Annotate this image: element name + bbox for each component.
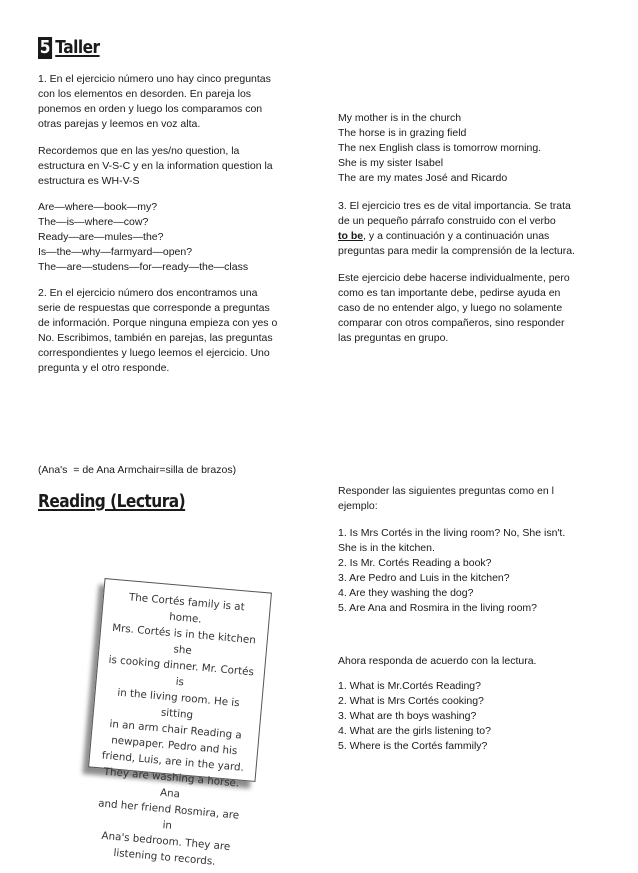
answer-sentences-list: My mother is in the church The horse is in grazing field The nex English class is tomorrow morning. She is my sister Isabel The are my mates José and Ricardo <box>338 112 542 184</box>
structure-reminder-paragraph: Recordemos que en las yes/no question, la estructura en V-S-C y en la information question la estructura es WH-V-S <box>38 145 273 187</box>
exercise1-paragraph: 1. En el ejercicio número uno hay cinco preguntas con los elementos en desorden. En pareja los ponemos en orden y luego los comparamos con otras parejas y leemos en voz alta. <box>38 73 271 130</box>
to-be-emphasis: to be <box>338 230 364 242</box>
exercise3-paragraph <box>338 199 623 259</box>
example-questions-list: 1. Is Mrs Cortés in the living room? No, She isn't. She is in the kitchen. 2. Is Mr. Cortés Reading a book? 3. Are Pedro and Luis in the kitchen? 4. Are they washing the dog? 5. Are Ana and Rosmira in the living room? <box>338 527 566 614</box>
individual-work-paragraph: Este ejercicio debe hacerse individualmente, pero como es tan importante debe, pedirse ayuda en caso de no entender algo, y luego no solamente comparar con otros compañeros, sino responder las preguntas en grupo. <box>338 272 570 344</box>
taller-title: Taller <box>55 38 100 58</box>
exercise3-text-start: 3. El ejercicio tres es de vital importancia. Se trata de un pequeño párrafo construido con el verbo <box>338 200 571 227</box>
instruction-paragraph: Responder las siguientes preguntas como en l ejemplo: <box>338 485 554 512</box>
reading-heading: Reading (Lectura) <box>38 492 186 512</box>
reading-text-card <box>88 578 272 868</box>
taller-heading <box>38 37 100 59</box>
exercise2-paragraph: 2. En el ejercicio número dos encontramos una serie de respuestas que corresponde a preguntas de información. Porque ninguna empieza con yes o No. Escribimos, también en parejas, las preguntas correspondientes y luego leemos el ejercicio. Uno pregunta y el otro responde. <box>38 287 278 374</box>
section-number-badge: 5 <box>39 38 50 58</box>
instruction-reading-paragraph: Ahora responda de acuerdo con la lectura. <box>338 655 537 667</box>
vocabulary-note: (Ana's = de Ana Armchair=silla de brazos) <box>38 464 237 476</box>
reading-questions-list: 1. What is Mr.Cortés Reading? 2. What is Mrs Cortés cooking? 3. What are th boys washing? 4. What are the girls listening to? 5. Where is the Cortés fammily? <box>338 680 491 752</box>
reading-passage: The Cortés family is at home. Mrs. Cortés is in the kitchen she is cooking dinner. Mr. Cortés is in the living room. He is sitting in an arm chair Reading a newpaper. Pedro and his friend, Luis, are in the yard. They are washing a horse. Ana and her friend Rosmira, are in Ana's bedroom. They are listening to records. <box>97 591 257 868</box>
scrambled-questions-list: Are—where—book—my? The—is—where—cow? Ready—are—mules—the? Is—the—why—farmyard—open? The—are—studens—for—ready—the—class <box>38 201 249 273</box>
exercise3-text-end: , y a continuación y a continuación unas preguntas para medir la comprensión de la lectura. <box>338 230 575 257</box>
